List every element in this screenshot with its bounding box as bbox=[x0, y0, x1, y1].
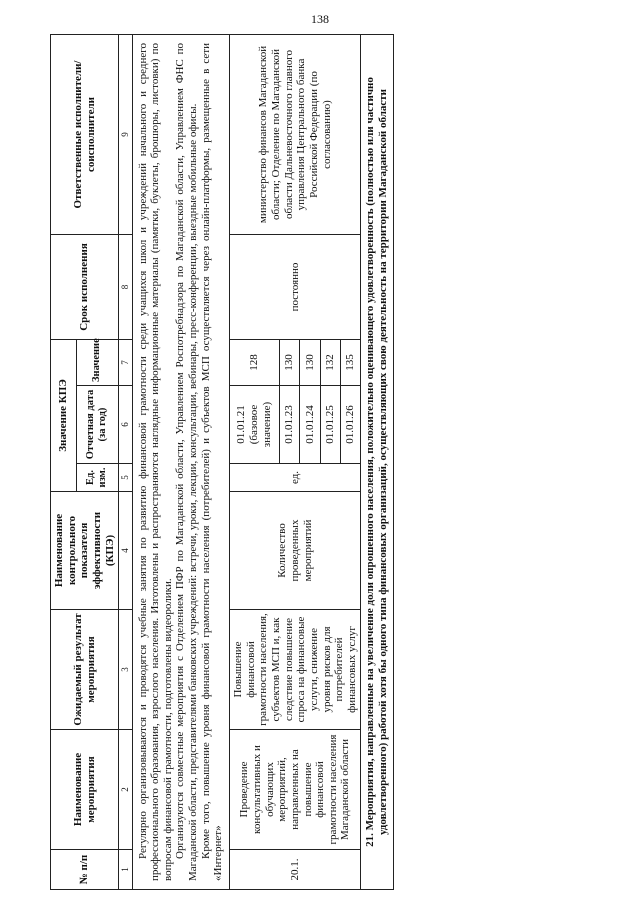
row-value: 128 bbox=[230, 340, 280, 386]
column-number: 2 bbox=[119, 730, 132, 850]
column-number: 8 bbox=[119, 235, 132, 340]
note-paragraph: Регулярно организовываются и проводятся учебные занятия по развитию финансовой грамотности среди учащихся школ и учреждений начального и среднего профессионального образования, взрослого населения. Изготовлены и распространяются наглядные информационные материалы (памятки, буклеты, брошюры, листовки) по вопросам финансовой грамотности, подготовлены видеоролики. bbox=[136, 43, 174, 881]
page-number: 138 bbox=[311, 12, 329, 26]
note-paragraph: Кроме того, повышение уровня финансовой грамотности населения (потребителей) и субъектов МСП осуществляется через онлайн-платформы, размещенные в сети «Интернет» bbox=[199, 43, 225, 881]
row-report-date: 01.01.26 bbox=[340, 386, 360, 464]
header-row-1 bbox=[51, 35, 77, 890]
note-paragraph: Организуются совместные мероприятия с Отделением ПФР по Магаданской области, Управлением Роспотребнадзора по Магаданской области, Управлением ФНС по Магаданской области, представителями банковских учреждений: встречи, уроки, лекции, консультации, вебинары, пресс-конференции, выездные мобильные офисы. bbox=[174, 43, 200, 881]
notes-cell bbox=[132, 35, 229, 890]
row-measure-name: Проведение консультативных и обучающих мероприятий, направленных на повышение финансовой грамотности населения Магаданской области bbox=[230, 730, 361, 850]
header-value: Значение bbox=[76, 340, 118, 386]
header-num: № п/п bbox=[51, 850, 119, 890]
row-value: 130 bbox=[300, 340, 320, 386]
row-num: 20.1. bbox=[230, 850, 361, 890]
row-report-date: 01.01.24 bbox=[300, 386, 320, 464]
row-value: 132 bbox=[320, 340, 340, 386]
notes-row bbox=[132, 35, 229, 890]
column-number: 3 bbox=[119, 610, 132, 730]
row-value: 130 bbox=[279, 340, 299, 386]
row-responsible: министерство финансов Магаданской области; Отделение по Магаданской области Дальневосточного главного управления Центрального банка Российской Федерации (по согласованию) bbox=[230, 35, 361, 235]
header-kpe-value-group: Значение КПЭ bbox=[51, 340, 77, 492]
column-numbers-row bbox=[119, 35, 132, 890]
column-number: 5 bbox=[119, 464, 132, 492]
rotated-table-page bbox=[50, 35, 590, 890]
column-number: 6 bbox=[119, 386, 132, 464]
header-responsible: Ответственные исполнители/ соисполнители bbox=[51, 35, 119, 235]
row-report-date: 01.01.23 bbox=[279, 386, 299, 464]
row-report-date: 01.01.21 (базовое значение) bbox=[230, 386, 280, 464]
section-21-row bbox=[361, 35, 393, 890]
column-number: 4 bbox=[119, 492, 132, 610]
header-kpe-name: Наименование контрольного показателя эффективности (КПЭ) bbox=[51, 492, 119, 610]
row-value: 135 bbox=[340, 340, 360, 386]
header-measure-name: Наименование мероприятия bbox=[51, 730, 119, 850]
header-unit: Ед. изм. bbox=[76, 464, 118, 492]
table-row bbox=[230, 35, 280, 890]
column-number: 7 bbox=[119, 340, 132, 386]
row-expected-result: Повышение финансовой грамотности населения, субъектов МСП и, как следствие повышение спроса на финансовые услуги, снижение уровня рисков для потребителей финансовых услуг bbox=[230, 610, 361, 730]
header-term: Срок исполнения bbox=[51, 235, 119, 340]
row-kpe-name: Количество проведенных мероприятий bbox=[230, 492, 361, 610]
header-expected-result: Ожидаемый результат мероприятия bbox=[51, 610, 119, 730]
row-unit: ед. bbox=[230, 464, 361, 492]
row-report-date: 01.01.25 bbox=[320, 386, 340, 464]
section-21-heading: 21. Мероприятия, направленные на увеличение доли опрошенного населения, положительно оценивающего удовлетворенность (полностью или частично удовлетворенного) работой хотя бы одного типа финансовых организаций, осуществляющих свою деятельность на территории Магаданской области bbox=[361, 35, 393, 890]
column-number: 9 bbox=[119, 35, 132, 235]
row-term: постоянно bbox=[230, 235, 361, 340]
column-number: 1 bbox=[119, 850, 132, 890]
header-report-date: Отчетная дата (за год) bbox=[76, 386, 118, 464]
measures-table bbox=[50, 34, 394, 890]
